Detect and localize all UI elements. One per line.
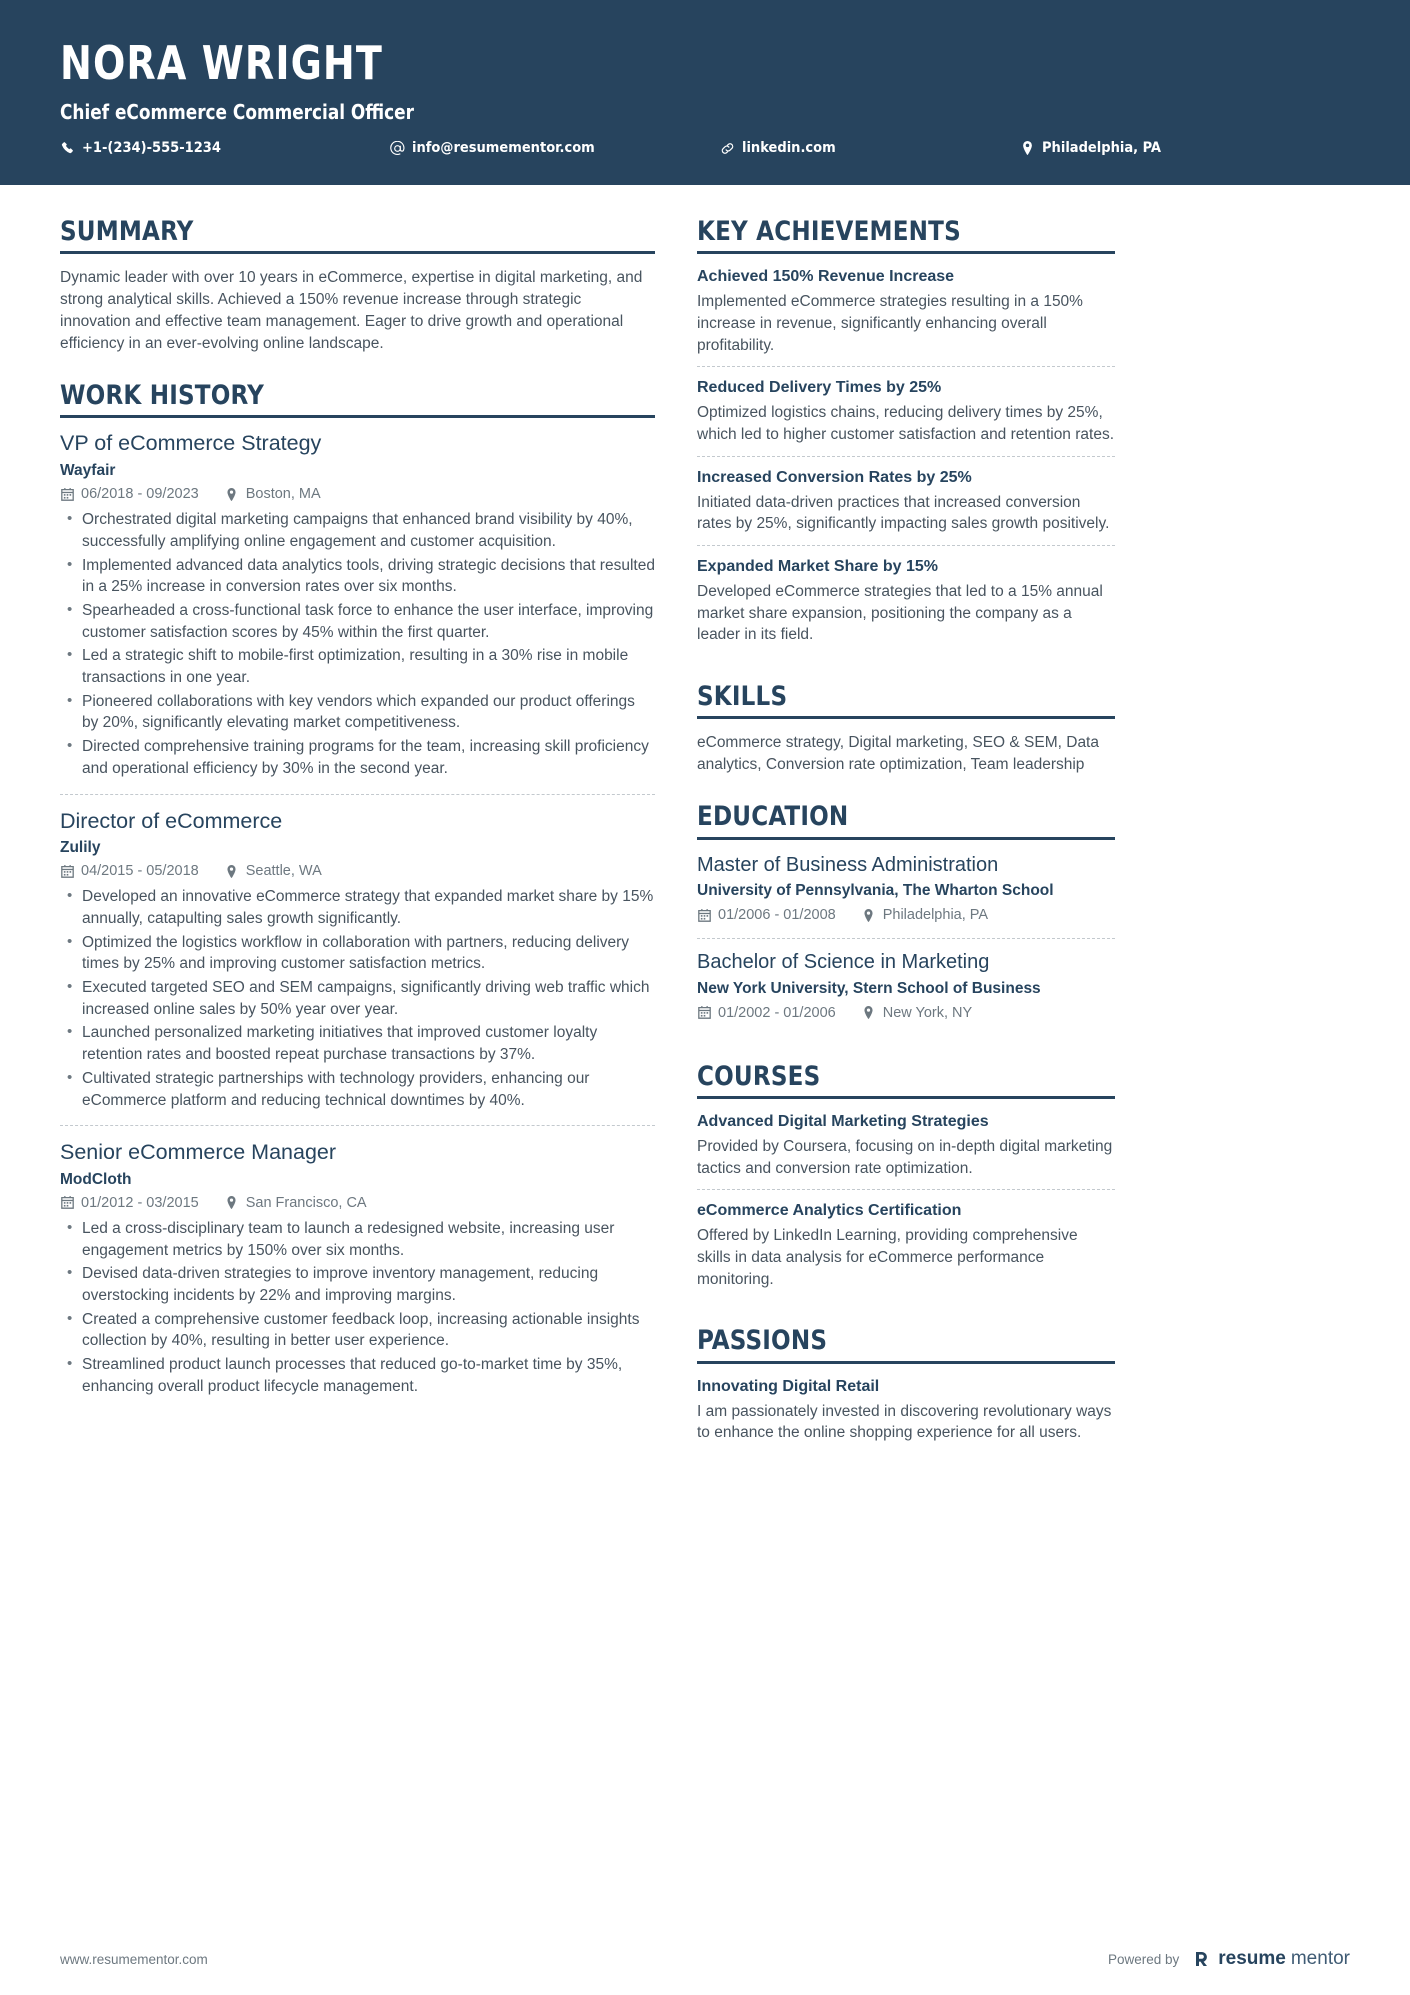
course-divider	[697, 1189, 1115, 1190]
contact-info	[60, 138, 1350, 166]
education-dates-group	[697, 907, 836, 923]
job-dates-group	[60, 486, 199, 502]
job-bullet: • Streamlined product launch processes that reduced go-to-market time by 35%, enhancing overall product lifecycle management.	[82, 1354, 655, 1397]
job-entry	[60, 1140, 655, 1397]
job-bullet: • Implemented advanced data analytics tools, driving strategic decisions that resulted in a 25% increase in conversion rates over six months.	[82, 555, 655, 598]
courses-section	[697, 1062, 1115, 1301]
education-meta	[697, 1005, 1115, 1021]
map-pin-icon	[225, 864, 239, 878]
job-meta	[60, 486, 655, 502]
resume-body	[0, 185, 1410, 1480]
calendar-icon	[60, 487, 74, 501]
calendar-icon	[697, 1006, 711, 1020]
achievement-title: Achieved 150% Revenue Increase	[697, 268, 955, 286]
work-history-rule	[60, 415, 655, 418]
achievement-item	[697, 267, 1115, 366]
location-text: Philadelphia, PA	[1042, 140, 1161, 156]
achievement-item	[697, 468, 1115, 545]
job-bullet: • Led a strategic shift to mobile-first optimization, resulting in a 30% rise in mobile transactions in one year.	[82, 645, 655, 688]
education-location: New York, NY	[882, 1004, 973, 1021]
contact-location	[1020, 138, 1350, 158]
skills-rule	[697, 716, 1115, 719]
course-description: Offered by LinkedIn Learning, providing comprehensive skills in data analysis for eCommerce performance monitoring.	[697, 1227, 1078, 1288]
skills-heading: SKILLS	[697, 681, 788, 713]
education-school: New York University, Stern School of Business	[697, 979, 1041, 997]
job-dates: 01/2012 - 03/2015	[81, 1194, 199, 1211]
passions-rule	[697, 1361, 1115, 1364]
passion-item	[697, 1377, 1115, 1454]
passions-section	[697, 1326, 1115, 1454]
job-location-group	[225, 1195, 367, 1211]
work-history-section	[60, 381, 655, 1397]
achievement-divider	[697, 456, 1115, 457]
job-dates: 04/2015 - 05/2018	[81, 863, 199, 880]
achievement-divider	[697, 545, 1115, 546]
job-location: Boston, MA	[245, 486, 321, 503]
contact-email[interactable]	[390, 138, 720, 158]
job-bullet: • Led a cross-disciplinary team to launch a redesigned website, increasing user engagement metrics by 150% over six months.	[82, 1218, 655, 1261]
linkedin-text: linkedin.com	[742, 140, 836, 156]
candidate-job-title: Chief eCommerce Commercial Officer	[60, 100, 415, 124]
job-bullet: • Cultivated strategic partnerships with technology providers, enhancing our eCommerce platform and reducing technical downtimes by 40%.	[82, 1068, 655, 1111]
job-location-group	[225, 486, 321, 502]
resumementor-mark-icon	[1193, 1949, 1213, 1969]
job-entry	[60, 809, 655, 1112]
achievement-divider	[697, 366, 1115, 367]
candidate-name: NORA WRIGHT	[60, 36, 383, 90]
education-degree: Master of Business Administration	[697, 853, 999, 876]
calendar-icon	[60, 1196, 74, 1210]
resume-header	[0, 0, 1410, 185]
education-divider	[697, 938, 1115, 939]
right-column	[697, 217, 1115, 1480]
job-location: Seattle, WA	[245, 863, 322, 880]
job-divider	[60, 794, 655, 795]
job-company: ModCloth	[60, 1170, 132, 1188]
education-heading: EDUCATION	[697, 801, 849, 833]
education-item	[697, 950, 1115, 1036]
job-title: Senior eCommerce Manager	[60, 1140, 337, 1165]
job-bullets	[60, 1218, 655, 1398]
job-dates-group	[60, 1195, 199, 1211]
course-item	[697, 1112, 1115, 1189]
calendar-icon	[60, 864, 74, 878]
job-bullet: • Launched personalized marketing initiatives that improved customer loyalty retention rates and boosted repeat purchase transactions by 37%.	[82, 1022, 655, 1065]
achievement-description: Optimized logistics chains, reducing delivery times by 25%, which led to higher customer satisfaction and retention rates.	[697, 404, 1115, 443]
phone-icon	[60, 141, 75, 156]
education-dates: 01/2006 - 01/2008	[718, 907, 836, 924]
job-entry	[60, 431, 655, 779]
job-bullets	[60, 886, 655, 1111]
calendar-icon	[697, 908, 711, 922]
education-dates: 01/2002 - 01/2006	[718, 1004, 836, 1021]
education-school: University of Pennsylvania, The Wharton School	[697, 881, 1054, 899]
education-section	[697, 802, 1115, 1035]
education-location-group	[862, 1005, 972, 1021]
passions-heading: PASSIONS	[697, 1325, 828, 1357]
summary-section	[60, 217, 655, 355]
education-item	[697, 853, 1115, 939]
job-bullet: • Executed targeted SEO and SEM campaigns, significantly driving web traffic which increased online sales by 50% year over year.	[82, 977, 655, 1020]
key-achievements-heading: KEY ACHIEVEMENTS	[697, 216, 961, 247]
achievement-item	[697, 557, 1115, 656]
job-bullets	[60, 509, 655, 779]
email-at-icon	[390, 141, 405, 156]
summary-text: Dynamic leader with over 10 years in eCommerce, expertise in digital marketing, and strong analytical skills. Achieved a 150% revenue increase through strategic innovation and effective team management. Eager to drive growth and operational efficiency in an ever-evolving online landscape.	[60, 269, 643, 353]
resumementor-logo	[1193, 1948, 1350, 1970]
footer-branding	[1108, 1948, 1350, 1970]
map-pin-icon	[1020, 141, 1035, 156]
powered-by-label: Powered by	[1107, 1951, 1180, 1967]
achievement-description: Initiated data-driven practices that increased conversion rates by 25%, significantly impacting sales growth positively.	[697, 493, 1110, 533]
job-company: Zulily	[60, 839, 101, 857]
contact-linkedin[interactable]	[720, 138, 1020, 158]
job-divider	[60, 1125, 655, 1126]
map-pin-icon	[862, 1006, 876, 1020]
achievement-description: Developed eCommerce strategies that led to a 15% annual market share expansion, positioning the company as a leader in its field.	[697, 583, 1103, 644]
job-meta	[60, 1195, 655, 1211]
education-dates-group	[697, 1005, 836, 1021]
achievement-title: Reduced Delivery Times by 25%	[697, 379, 942, 397]
passion-title: Innovating Digital Retail	[697, 1377, 880, 1395]
key-achievements-rule	[697, 251, 1115, 254]
link-icon	[720, 141, 735, 156]
courses-rule	[697, 1096, 1115, 1099]
achievement-description: Implemented eCommerce strategies resulting in a 150% increase in revenue, significantly enhancing overall profitability.	[697, 293, 1083, 354]
job-bullet: • Spearheaded a cross-functional task force to enhance the user interface, improving customer satisfaction scores by 45% within the first quarter.	[82, 600, 655, 643]
job-bullet: • Created a comprehensive customer feedback loop, increasing actionable insights collection by 40%, resulting in better user experience.	[82, 1309, 655, 1352]
job-bullet: • Orchestrated digital marketing campaigns that enhanced brand visibility by 40%, successfully amplifying online engagement and customer acquisition.	[82, 509, 655, 552]
job-bullet: • Pioneered collaborations with key vendors which expanded our product offerings by 20%, significantly elevating market competitiveness.	[82, 691, 655, 734]
job-title: Director of eCommerce	[60, 808, 283, 833]
course-title: eCommerce Analytics Certification	[697, 1202, 962, 1220]
skills-section	[697, 682, 1115, 776]
course-item	[697, 1201, 1115, 1300]
education-location-group	[862, 907, 988, 923]
job-bullet: • Optimized the logistics workflow in collaboration with partners, reducing delivery times by 25% and improving customer satisfaction metrics.	[82, 932, 655, 975]
job-title: VP of eCommerce Strategy	[60, 431, 322, 456]
job-dates-group	[60, 863, 199, 879]
job-bullet: • Directed comprehensive training programs for the team, increasing skill proficiency and operational efficiency by 30% in the second year.	[82, 736, 655, 779]
job-company: Wayfair	[60, 462, 116, 480]
job-bullet: • Devised data-driven strategies to improve inventory management, reducing overstocking incidents by 22% and improving margins.	[82, 1263, 655, 1306]
achievement-title: Expanded Market Share by 15%	[697, 558, 938, 576]
brand-name-light: mentor	[1290, 1948, 1350, 1969]
left-column	[60, 217, 655, 1480]
job-location: San Francisco, CA	[245, 1194, 367, 1211]
resume-footer	[0, 1923, 1410, 1995]
job-dates: 06/2018 - 09/2023	[81, 486, 199, 503]
summary-rule	[60, 251, 655, 254]
summary-heading: SUMMARY	[60, 216, 194, 247]
education-rule	[697, 837, 1115, 840]
footer-website[interactable]: www.resumementor.com	[60, 1951, 208, 1967]
course-description: Provided by Coursera, focusing on in-depth digital marketing tactics and conversion rate optimization.	[697, 1137, 1113, 1177]
education-degree: Bachelor of Science in Marketing	[697, 951, 990, 974]
job-bullet: • Developed an innovative eCommerce strategy that expanded market share by 15% annually, catapulting sales growth significantly.	[82, 886, 655, 929]
job-meta	[60, 863, 655, 879]
work-history-heading: WORK HISTORY	[60, 380, 264, 412]
job-location-group	[225, 863, 322, 879]
map-pin-icon	[225, 1196, 239, 1210]
passion-description: I am passionately invested in discovering revolutionary ways to enhance the online shopping experience for all users.	[697, 1402, 1112, 1442]
brand-name-bold: resume	[1218, 1948, 1286, 1969]
email-text: info@resumementor.com	[412, 140, 595, 156]
achievement-title: Increased Conversion Rates by 25%	[697, 468, 972, 486]
courses-heading: COURSES	[697, 1060, 821, 1092]
phone-text: +1-(234)-555-1234	[82, 140, 221, 156]
achievement-item	[697, 378, 1115, 455]
contact-phone[interactable]	[60, 138, 390, 158]
map-pin-icon	[862, 908, 876, 922]
education-meta	[697, 907, 1115, 923]
key-achievements-section	[697, 217, 1115, 656]
skills-text: eCommerce strategy, Digital marketing, SEO & SEM, Data analytics, Conversion rate optimization, Team leadership	[697, 734, 1099, 774]
education-location: Philadelphia, PA	[882, 907, 989, 924]
course-title: Advanced Digital Marketing Strategies	[697, 1112, 989, 1130]
map-pin-icon	[225, 487, 239, 501]
